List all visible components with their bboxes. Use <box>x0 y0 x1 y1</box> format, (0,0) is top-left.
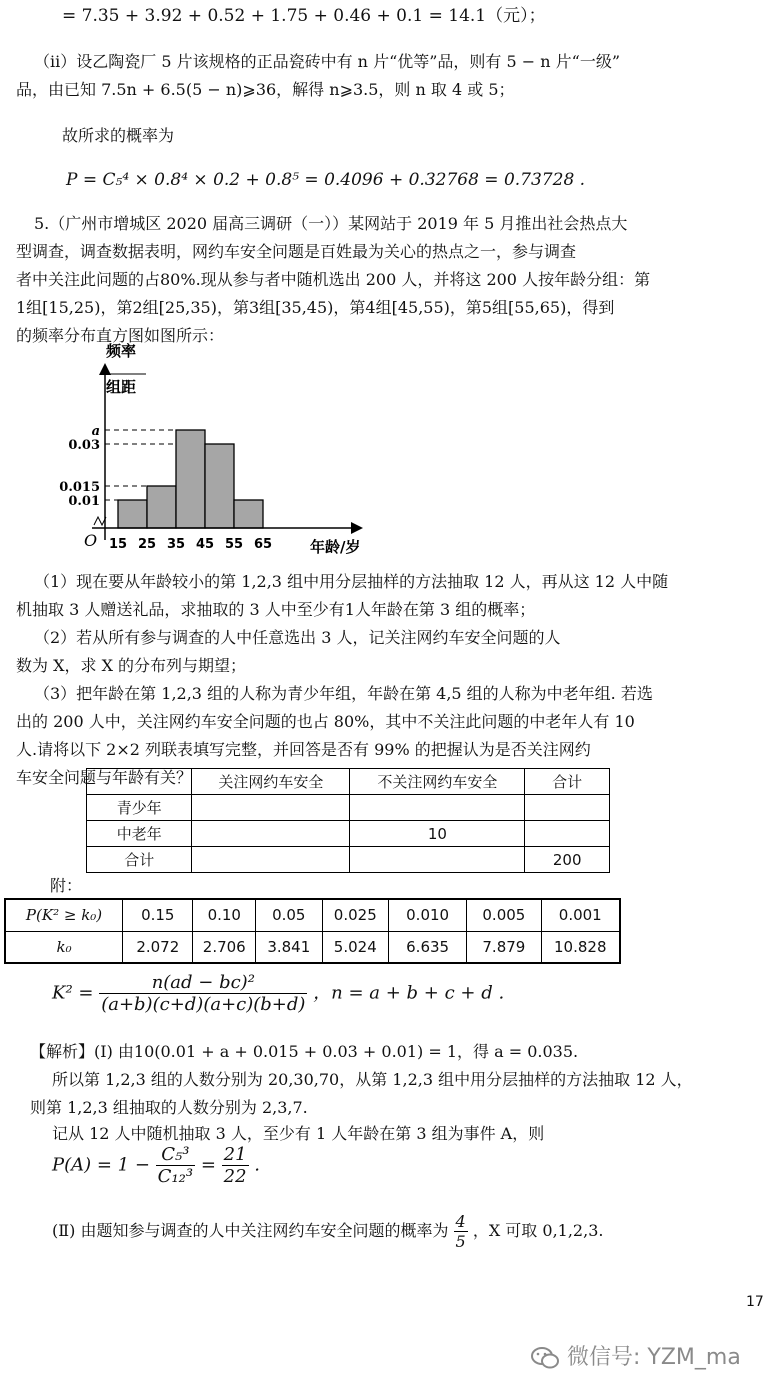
pa-result-fraction <box>222 1144 249 1187</box>
table-cell: 0.05 <box>256 899 322 931</box>
x-tick-label: 15 <box>108 537 128 552</box>
table-row <box>87 769 610 795</box>
solution-line-1: 【解析】(Ⅰ) 由10(0.01 + a + 0.015 + 0.03 + 0.01) = 1，得 a = 0.035. <box>30 1042 579 1061</box>
page-number: 17 <box>746 1294 764 1310</box>
y-tick-label: 0.01 <box>68 494 100 509</box>
appendix-label: 附： <box>50 876 83 895</box>
probability-denominator: 5 <box>455 1232 466 1251</box>
question-2-line-1: （2）若从所有参与调查的人中任意选出 3 人，记关注网约车安全问题的人 <box>34 628 561 647</box>
histogram-bar <box>234 500 263 528</box>
pa-result-numerator: 21 <box>223 1144 247 1165</box>
part-ii-line-2: 品，由已知 7.5n + 6.5(5 − n)⩾36，解得 n⩾3.5，则 n 取 4 或 5； <box>16 80 515 99</box>
question-1-line-2: 机抽取 3 人赠送礼品，求抽取的 3 人中至少有1人年龄在第 3 组的概率； <box>16 600 536 619</box>
table-row <box>87 795 610 821</box>
probability-equation: P = C₅⁴ × 0.8⁴ × 0.2 + 0.8⁵ = 0.4096 + 0.32768 = 0.73728 . <box>66 170 586 190</box>
origin-label: O <box>84 531 98 550</box>
part-ii-line-1: （ⅱ）设乙陶瓷厂 5 片该规格的正品瓷砖中有 n 片“优等”品，则有 5 − n 片“一级” <box>34 52 621 71</box>
question-3-line-2: 出的 200 人中，关注网约车安全问题的也占 80%，其中不关注此问题的中老年人有 10 <box>16 712 635 731</box>
problem-5-line-5: 的频率分布直方图如图所示： <box>16 326 225 345</box>
table-cell: k₀ <box>5 931 123 963</box>
y-tick-label: 0.03 <box>68 438 100 453</box>
table-cell: 0.001 <box>541 899 620 931</box>
table-cell: 中老年 <box>87 821 192 847</box>
axis-break-mark <box>94 517 106 525</box>
y-tick-label: 0.015 <box>59 480 100 495</box>
x-tick-label: 65 <box>253 537 273 552</box>
pa-result-denominator: 22 <box>223 1166 247 1187</box>
pa-tail: . <box>254 1154 261 1176</box>
formula-numerator: n(ad − bc)² <box>99 972 307 994</box>
probability-a-formula <box>52 1144 260 1187</box>
table-cell <box>87 769 192 795</box>
watermark-text: 微信号: YZM_ma <box>567 1345 741 1370</box>
table-cell: 200 <box>525 847 610 873</box>
table-row <box>5 931 620 963</box>
probability-numerator: 4 <box>455 1212 466 1231</box>
x-tick-label: 25 <box>137 537 157 552</box>
pa-lhs: P(A) = 1 − <box>52 1154 150 1176</box>
solution-line-2: 所以第 1,2,3 组的人数分别为 20,30,70，从第 1,2,3 组中用分层抽样的方法抽取 12 人， <box>52 1070 693 1089</box>
table-cell <box>192 821 350 847</box>
y-label-bottom: 组距 <box>106 378 137 396</box>
histogram-bars <box>118 430 263 528</box>
table-cell <box>525 795 610 821</box>
table-cell: 不关注网约车安全 <box>350 769 525 795</box>
histogram-bar <box>176 430 205 528</box>
wechat-icon <box>530 1345 560 1371</box>
table-cell <box>192 795 350 821</box>
question-1-line-1: （1）现在要从年龄较小的第 1,2,3 组中用分层抽样的方法抽取 12 人，再从这 12 人中随 <box>34 572 669 591</box>
table-cell: 0.10 <box>193 899 256 931</box>
histogram-bar <box>118 500 147 528</box>
pa-numerator: C₅³ <box>156 1144 195 1166</box>
problem-5-line-2: 型调查，调查数据表明，网约车安全问题是百姓最为关心的热点之一，参与调查 <box>16 242 577 261</box>
table-cell: 5.024 <box>322 931 388 963</box>
table-row <box>87 847 610 873</box>
solution-line-3: 则第 1,2,3 组抽取的人数分别为 2,3,7. <box>30 1098 308 1117</box>
question-3-line-1: （3）把年龄在第 1,2,3 组的人称为青少年组，年龄在第 4,5 组的人称为中老年组. 若选 <box>34 684 653 703</box>
x-axis-label: 年龄/岁 <box>310 538 361 556</box>
problem-5-line-3: 者中关注此问题的占80%.现从参与者中随机选出 200 人，并将这 200 人按年龄分组：第 <box>16 270 651 289</box>
table-cell: 关注网约车安全 <box>192 769 350 795</box>
question-2-line-2: 数为 X，求 X 的分布列与期望； <box>16 656 247 675</box>
table-cell: 3.841 <box>256 931 322 963</box>
question-3-line-4: 车安全问题与年龄有关？ <box>16 768 193 787</box>
x-tick-label: 45 <box>195 537 215 552</box>
problem-5-line-1: 5.（广州市增城区 2020 届高三调研（一））某网站于 2019 年 5 月推出社会热点大 <box>34 214 628 233</box>
table-cell: 合计 <box>525 769 610 795</box>
y-tick-label: a <box>91 424 100 439</box>
pa-denominator: C₁₂³ <box>157 1166 194 1187</box>
y-label-top: 频率 <box>106 342 137 360</box>
table-cell: 0.005 <box>467 899 541 931</box>
formula-lhs: K² = <box>52 982 94 1004</box>
formula-fraction <box>99 972 307 1015</box>
solution-5-suffix: ，X 可取 0,1,2,3. <box>472 1221 604 1240</box>
table-cell: 6.635 <box>389 931 467 963</box>
contingency-table <box>86 768 610 873</box>
histogram-bar <box>205 444 234 528</box>
solution-line-5 <box>52 1212 603 1251</box>
table-cell: 青少年 <box>87 795 192 821</box>
table-cell: 2.072 <box>123 931 193 963</box>
table-cell <box>525 821 610 847</box>
table-cell <box>192 847 350 873</box>
table-row <box>5 899 620 931</box>
frequency-histogram <box>59 342 390 560</box>
table-cell: 7.879 <box>467 931 541 963</box>
probability-fraction <box>454 1212 468 1251</box>
table-cell <box>350 847 525 873</box>
x-tick-label: 55 <box>224 537 244 552</box>
histogram-bar <box>147 486 176 528</box>
x-tick-label: 35 <box>166 537 186 552</box>
solution-5-prefix: (Ⅱ) 由题知参与调查的人中关注网约车安全问题的概率为 <box>52 1221 449 1240</box>
pa-fraction <box>156 1144 195 1187</box>
solution-line-4: 记从 12 人中随机抽取 3 人，至少有 1 人年龄在第 3 组为事件 A，则 <box>52 1124 545 1143</box>
table-cell: 10 <box>350 821 525 847</box>
table-cell: 合计 <box>87 847 192 873</box>
k-squared-formula <box>52 972 504 1015</box>
table-cell: 0.025 <box>322 899 388 931</box>
table-cell: 0.010 <box>389 899 467 931</box>
expectation-equation: = 7.35 + 3.92 + 0.52 + 1.75 + 0.46 + 0.1 = 14.1（元）； <box>62 6 546 26</box>
table-cell <box>350 795 525 821</box>
table-cell: 10.828 <box>541 931 620 963</box>
pa-equals: = <box>200 1154 216 1176</box>
table-row <box>87 821 610 847</box>
question-3-line-3: 人.请将以下 2×2 列联表填写完整，并回答是否有 99% 的把握认为是否关注网约 <box>16 740 591 759</box>
wechat-watermark <box>530 1340 741 1371</box>
probability-intro: 故所求的概率为 <box>62 126 175 145</box>
table-cell: 0.15 <box>123 899 193 931</box>
problem-5-line-4: 1组[15,25)，第2组[25,35)，第3组[35,45)，第4组[45,55)，第5组[55,65)，得到 <box>16 298 615 317</box>
critical-value-table <box>4 898 621 964</box>
formula-tail: ，n = a + b + c + d . <box>313 982 505 1004</box>
formula-denominator: (a+b)(c+d)(a+c)(b+d) <box>101 994 306 1015</box>
table-cell: 2.706 <box>193 931 256 963</box>
y-tick-labels <box>59 424 100 509</box>
x-tick-labels <box>109 537 272 552</box>
table-cell: P(K² ≥ k₀) <box>5 899 123 931</box>
